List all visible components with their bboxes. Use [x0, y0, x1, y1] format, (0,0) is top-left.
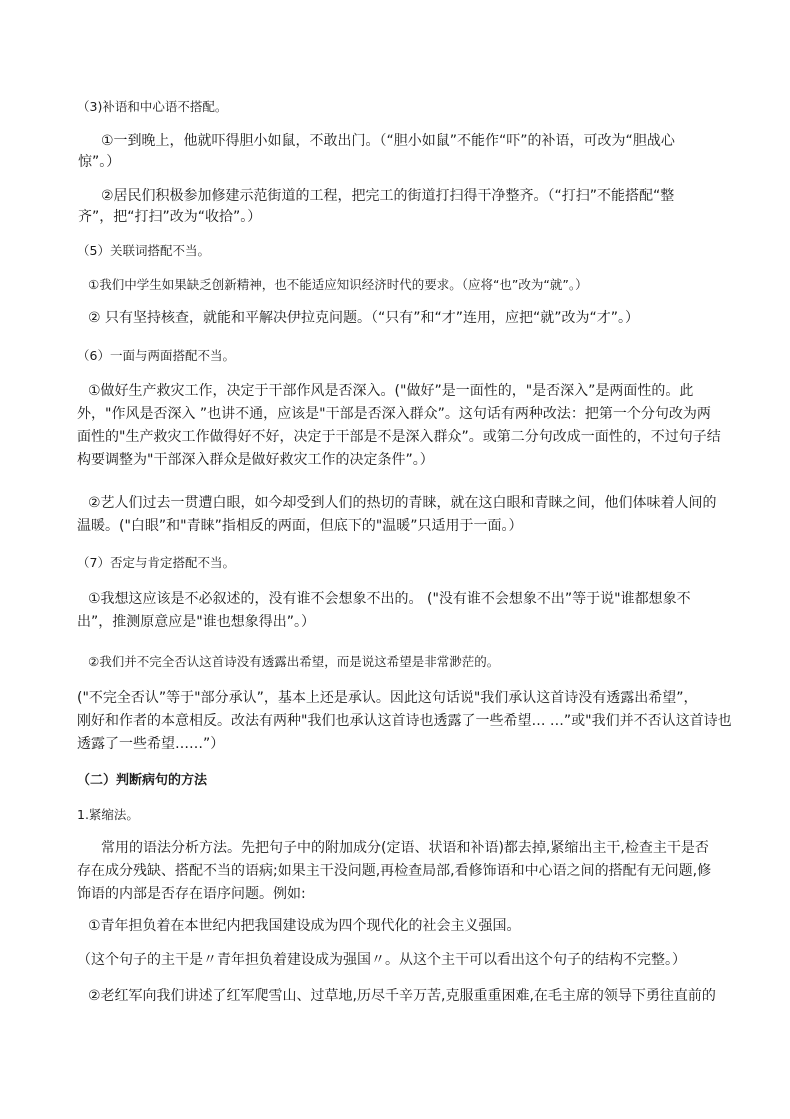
- example-line: ②居民们积极参加修建示范街道的工程，把完工的街道打扫得干净整齐。（“打扫”不能搭配“整: [101, 188, 675, 204]
- example-line: 外，"作风是否深入 ”也讲不通，应该是"干部是否深入群众”。这句话有两种改法：把第一个分句改为两: [77, 406, 711, 422]
- example-line: 面性的"生产救灾工作做得好不好，决定于干部是不是深入群众”。或第二分句改成一面性的，不过句子结: [77, 429, 721, 445]
- example-line: ①我们中学生如果缺乏创新精神，也不能适应知识经济时代的要求。（应将“也”改为“就”。）: [88, 277, 588, 292]
- section-heading-one-two-sides: （6）一面与两面搭配不当。: [77, 348, 235, 363]
- method-paragraph-line: 常用的语法分析方法。先把句子中的附加成分(定语、状语和补语)都去掉,紧缩出主干,检查主干是否: [101, 840, 709, 856]
- example-line: 齐”，把“打扫”改为“收拾”。）: [78, 209, 262, 225]
- example-line: ②老红军向我们讲述了红军爬雪山、过草地,历尽千辛万苦,克服重重困难,在毛主席的领导下勇往直前的: [88, 988, 716, 1004]
- example-line: 透露了一些希望……”）: [77, 736, 225, 752]
- example-line: ①一到晚上，他就吓得胆小如鼠，不敢出门。（“胆小如鼠”不能作“吓”的补语，可改为“胆战心: [101, 133, 675, 149]
- example-line: ①青年担负着在本世纪内把我国建设成为四个现代化的社会主义强国。: [88, 918, 521, 934]
- example-line: 惊”。）: [78, 154, 121, 170]
- example-line: 构要调整为"干部深入群众是做好救灾工作的决定条件”。）: [77, 452, 434, 468]
- example-line: ①我想这应该是不必叙述的，没有谁不会想象不出的。 ("没有谁不会想象不出”等于说"谁都想象不: [88, 591, 691, 607]
- example-line: （这个句子的主干是〃青年担负着建设成为强国〃。从这个主干可以看出这个句子的结构不完整。）: [77, 952, 686, 968]
- method-paragraph-line: 存在成分残缺、搭配不当的语病;如果主干没问题,再检查局部,看修饰语和中心语之间的搭配有无问题,修: [77, 863, 712, 879]
- section-heading-conjunction: （5）关联词搭配不当。: [77, 243, 210, 258]
- example-line: 出”，推测原意应是"谁也想象得出”。）: [77, 614, 315, 630]
- example-line: 温暖。("白眼”和"青睐”指相反的两面，但底下的"温暖”只适用于一面。）: [77, 518, 523, 534]
- example-line: 刚好和作者的本意相反。改法有两种"我们也承认这首诗也透露了一些希望… …”或"我们并不否认这首诗也: [77, 713, 732, 729]
- example-line: ② 只有坚持核查，就能和平解决伊拉克问题。（“只有”和“才”连用，应把“就”改为“才”。）: [88, 310, 640, 326]
- example-line: ②艺人们过去一贯遭白眼，如今却受到人们的热切的青睐，就在这白眼和青睐之间，他们体味着人间的: [88, 495, 717, 511]
- example-line: ("不完全否认”等于"部分承认”，基本上还是承认。因此这句话说"我们承认这首诗没有透露出希望”，: [77, 690, 698, 706]
- section-heading-methods: （二）判断病句的方法: [77, 773, 208, 788]
- example-line: ①做好生产救灾工作，决定于干部作风是否深入。("做好”是一面性的，"是否深入”是两面性的。此: [88, 383, 694, 399]
- example-line: ②我们并不完全否认这首诗没有透露出希望，而是说这希望是非常渺茫的。: [88, 654, 500, 669]
- method-paragraph-line: 饰语的内部是否存在语序问题。例如:: [77, 886, 306, 902]
- section-heading-negation: （7）否定与肯定搭配不当。: [77, 555, 235, 570]
- section-heading-complement: （3)补语和中心语不搭配。: [77, 99, 228, 114]
- method-title: 1.紧缩法。: [77, 807, 139, 822]
